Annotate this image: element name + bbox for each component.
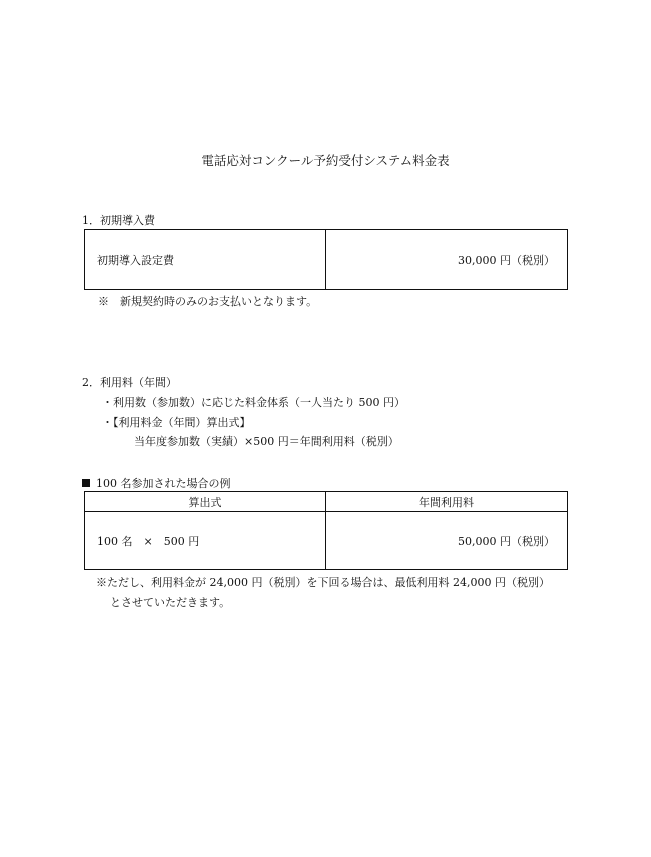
page-title: 電話応対コンクール予約受付システム料金表 — [201, 153, 450, 168]
example-heading-text: 100 名参加された場合の例 — [96, 477, 231, 490]
example-calc: 100 名 × 500 円 — [85, 512, 326, 570]
section2-bullet-pricing: ・利用数（参加数）に応じた料金体系（一人当たり 500 円） — [102, 396, 405, 409]
example-note-line2: とさせていただきます。 — [110, 596, 231, 609]
section1-note: ※ 新規契約時のみのお支払いとなります。 — [98, 295, 318, 308]
example-col-header-annual-fee: 年間利用料 — [326, 492, 568, 512]
example-table-row — [85, 512, 568, 570]
example-col-header-formula: 算出式 — [85, 492, 326, 512]
section2-formula: 当年度参加数（実績）×500 円＝年間利用料（税別） — [134, 435, 399, 448]
example-heading — [82, 475, 231, 491]
example-note-line1: ※ただし、利用料金が 24,000 円（税別）を下回る場合は、最低利用料 24,000 円（税別） — [96, 576, 550, 589]
section2-bullet-formula-title: ・【利用料金（年間）算出式】 — [102, 416, 251, 429]
section1-heading: 1．初期導入費 — [82, 214, 155, 227]
initial-fee-amount: 30,000 円（税別） — [326, 230, 568, 290]
example-table — [84, 491, 568, 570]
initial-fee-table — [84, 229, 568, 290]
example-table-header-row — [85, 492, 568, 512]
initial-fee-label: 初期導入設定費 — [85, 230, 326, 290]
section2-heading: 2．利用料（年間） — [82, 376, 177, 389]
example-amount: 50,000 円（税別） — [326, 512, 568, 570]
square-bullet-icon — [82, 479, 90, 487]
